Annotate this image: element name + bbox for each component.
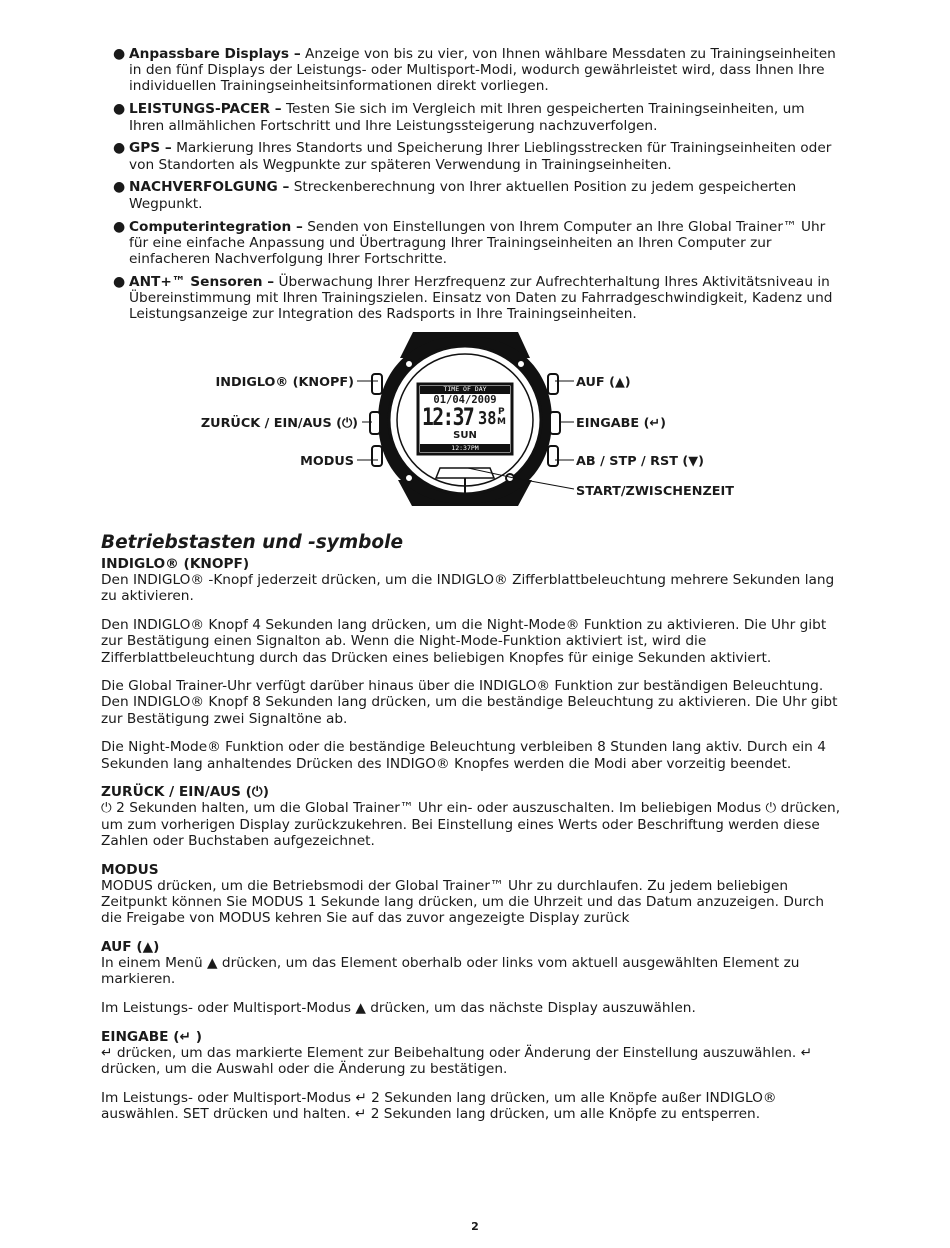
paragraph: Die Global Trainer-Uhr verfügt darüber hinaus über die INDIGLO® Funktion zur beständigen Beleuchtung. Den INDIGLO® Knopf 8 Sekunden lang drücken, um die beständige Beleuchtung zu aktivieren. Die Uhr gibt zur Bestätigung zwei Signaltöne ab. (101, 678, 838, 727)
feature-term: Anpassbare Displays – (129, 46, 301, 62)
block-heading: EINGABE (↵ ) (101, 1028, 203, 1045)
feature-item (106, 46, 844, 95)
display-day: SUN (453, 430, 477, 441)
paragraph: Die Night-Mode® Funktion oder die beständige Beleuchtung verbleiben 8 Stunden lang aktiv. Durch ein 4 Sekunden lang anhaltendes Drücken des INDIGO® Knopfes werden die Modi aber vorzeitig beendet. (101, 739, 826, 772)
watch-diagram (200, 328, 760, 510)
feature-text: Anzeige von bis zu vier, von Ihnen wählbare Messdaten zu Trainingseinheiten in den fünf Displays der Leistungs- oder Multisport-Modi, wodurch gewährleistet wird, dass Ihnen Ihre individuellen Trainingseinheitsinformationen direkt vorliegen. (129, 46, 836, 95)
page-number: 2 (471, 1220, 479, 1233)
label-enter: EINGABE (↵) (576, 416, 666, 431)
feature-text: Senden von Einstellungen von Ihrem Computer an Ihre Global Trainer™ Uhr für eine einfache Anpassung und Übertragung Ihrer Trainingseinheiten an Ihren Computer zur einfacheren Nachverfolgung Ihrer Fortschritte. (129, 218, 826, 267)
feature-term: GPS – (129, 140, 172, 157)
paragraph: Den INDIGLO® Knopf 4 Sekunden lang drücken, um die Night-Mode® Funktion zu aktivieren. Die Uhr gibt zur Bestätigung einen Signalton ab. Wenn die Night-Mode-Funktion aktiviert ist, wird die Zifferblattbeleuchtung durch das Drücken eines beliebigen Knopfes für einige Sekunden aktiviert. (101, 617, 827, 666)
block-enter (101, 1029, 841, 1123)
paragraph: In einem Menü ▲ drücken, um das Element oberhalb oder links vom aktuell ausgewählten Element zu markieren. (101, 955, 800, 988)
bullet-icon: ● (113, 273, 126, 290)
label-back-power: ZURÜCK / EIN/AUS (⏻) (200, 416, 358, 431)
block-up (101, 939, 841, 1016)
paragraph: ↵ drücken, um das markierte Element zur Beibehaltung oder Änderung der Einstellung auszuwählen. ↵ drücken, um die Auswahl oder die Änderung zu bestätigen. (101, 1044, 813, 1078)
bullet-icon: ● (113, 218, 126, 235)
block-indiglo (101, 556, 841, 772)
label-up: AUF (▲) (576, 375, 631, 390)
paragraph: Im Leistungs- oder Multisport-Modus ↵ 2 Sekunden lang drücken, um alle Knöpfe außer INDIGLO® auswählen. SET drücken und halten. ↵ 2 Sekunden lang drücken, um alle Knöpfe zu entsperren. (101, 1089, 777, 1122)
feature-term: ANT+™ Sensoren – (129, 273, 275, 290)
section-title: Betriebstasten und -symbole (101, 532, 403, 553)
feature-text: Überwachung Ihrer Herzfrequenz zur Aufrechterhaltung Ihres Aktivitätsniveau in Übereinstimmung mit Ihren Trainingszielen. Einsatz von Daten zu Fahrradgeschwindigkeit, Kadenz und Leistungsanzeige zur Integration des Radsports in Ihre Trainingseinheiten. (129, 273, 833, 323)
paragraph: ⏻ 2 Sekunden halten, um die Global Trainer™ Uhr ein- oder auszuschalten. Im beliebigen Modus ⏻ drücken, um zum vorherigen Display zurückzukehren. Bei Einstellung eines Werts oder Beschriftung werden diese Zahlen oder Buchstaben aufgezeichnet. (101, 800, 841, 849)
display-header: TIME OF DAY (443, 385, 487, 393)
bullet-icon: ● (113, 179, 126, 196)
bullet-icon: ● (113, 46, 126, 62)
display-date: 01/04/2009 (433, 394, 497, 406)
feature-item (106, 179, 844, 211)
label-down: AB / STP / RST (▼) (576, 454, 704, 469)
paragraph: Im Leistungs- oder Multisport-Modus ▲ drücken, um das nächste Display auszuwählen. (101, 999, 696, 1016)
feature-item (106, 274, 844, 323)
feature-term: LEISTUNGS-PACER – (129, 101, 282, 118)
display-time: 12:37 (422, 403, 474, 431)
button-descriptions (101, 532, 841, 1135)
block-heading: ZURÜCK / EIN/AUS (⏻) (101, 784, 270, 801)
display-ampm-bottom: M (497, 417, 506, 427)
label-indiglo: INDIGLO® (KNOPF) (215, 375, 354, 390)
block-mode (101, 862, 841, 927)
label-mode: MODUS (300, 454, 354, 469)
block-back-power (101, 784, 841, 849)
feature-text: Markierung Ihres Standorts und Speicherung Ihrer Lieblingsstrecken für Trainingseinheiten oder von Standorten als Wegpunkte zur späteren Verwendung in Trainingseinheiten. (129, 140, 832, 173)
feature-item (106, 219, 844, 268)
display-footer: 12:37PM (451, 444, 479, 452)
feature-text: Streckenberechnung von Ihrer aktuellen Position zu jedem gespeicherten Wegpunkt. (129, 179, 797, 212)
display-ampm-top: P (498, 407, 505, 417)
paragraph: Den INDIGLO® -Knopf jederzeit drücken, um die INDIGLO® Zifferblattbeleuchtung mehrere Sekunden lang zu aktivieren. (101, 572, 835, 605)
block-heading: MODUS (101, 861, 159, 878)
label-start-lap: START/ZWISCHENZEIT (576, 484, 734, 499)
block-heading: AUF (▲) (101, 938, 160, 955)
bullet-icon: ● (113, 101, 126, 118)
feature-term: Computerintegration – (129, 218, 303, 235)
display-seconds: 38 (478, 408, 497, 429)
feature-term: NACHVERFOLGUNG – (129, 179, 290, 196)
feature-text: Testen Sie sich im Vergleich mit Ihren gespeicherten Trainingseinheiten, um Ihren allmählichen Fortschritt und Ihre Leistungssteigerung nachzuverfolgen. (129, 101, 805, 134)
feature-item (106, 101, 844, 133)
block-heading: INDIGLO® (KNOPF) (101, 556, 250, 572)
feature-list (106, 46, 844, 329)
bullet-icon: ● (113, 140, 126, 157)
paragraph: MODUS drücken, um die Betriebsmodi der Global Trainer™ Uhr zu durchlaufen. Zu jedem beliebigen Zeitpunkt können Sie MODUS 1 Sekunde lang drücken, um die Uhrzeit und das Datum anzuzeigen. Durch die Freigabe von MODUS kehren Sie auf das zuvor angezeigte Display zurück (101, 877, 825, 927)
feature-item (106, 140, 844, 172)
